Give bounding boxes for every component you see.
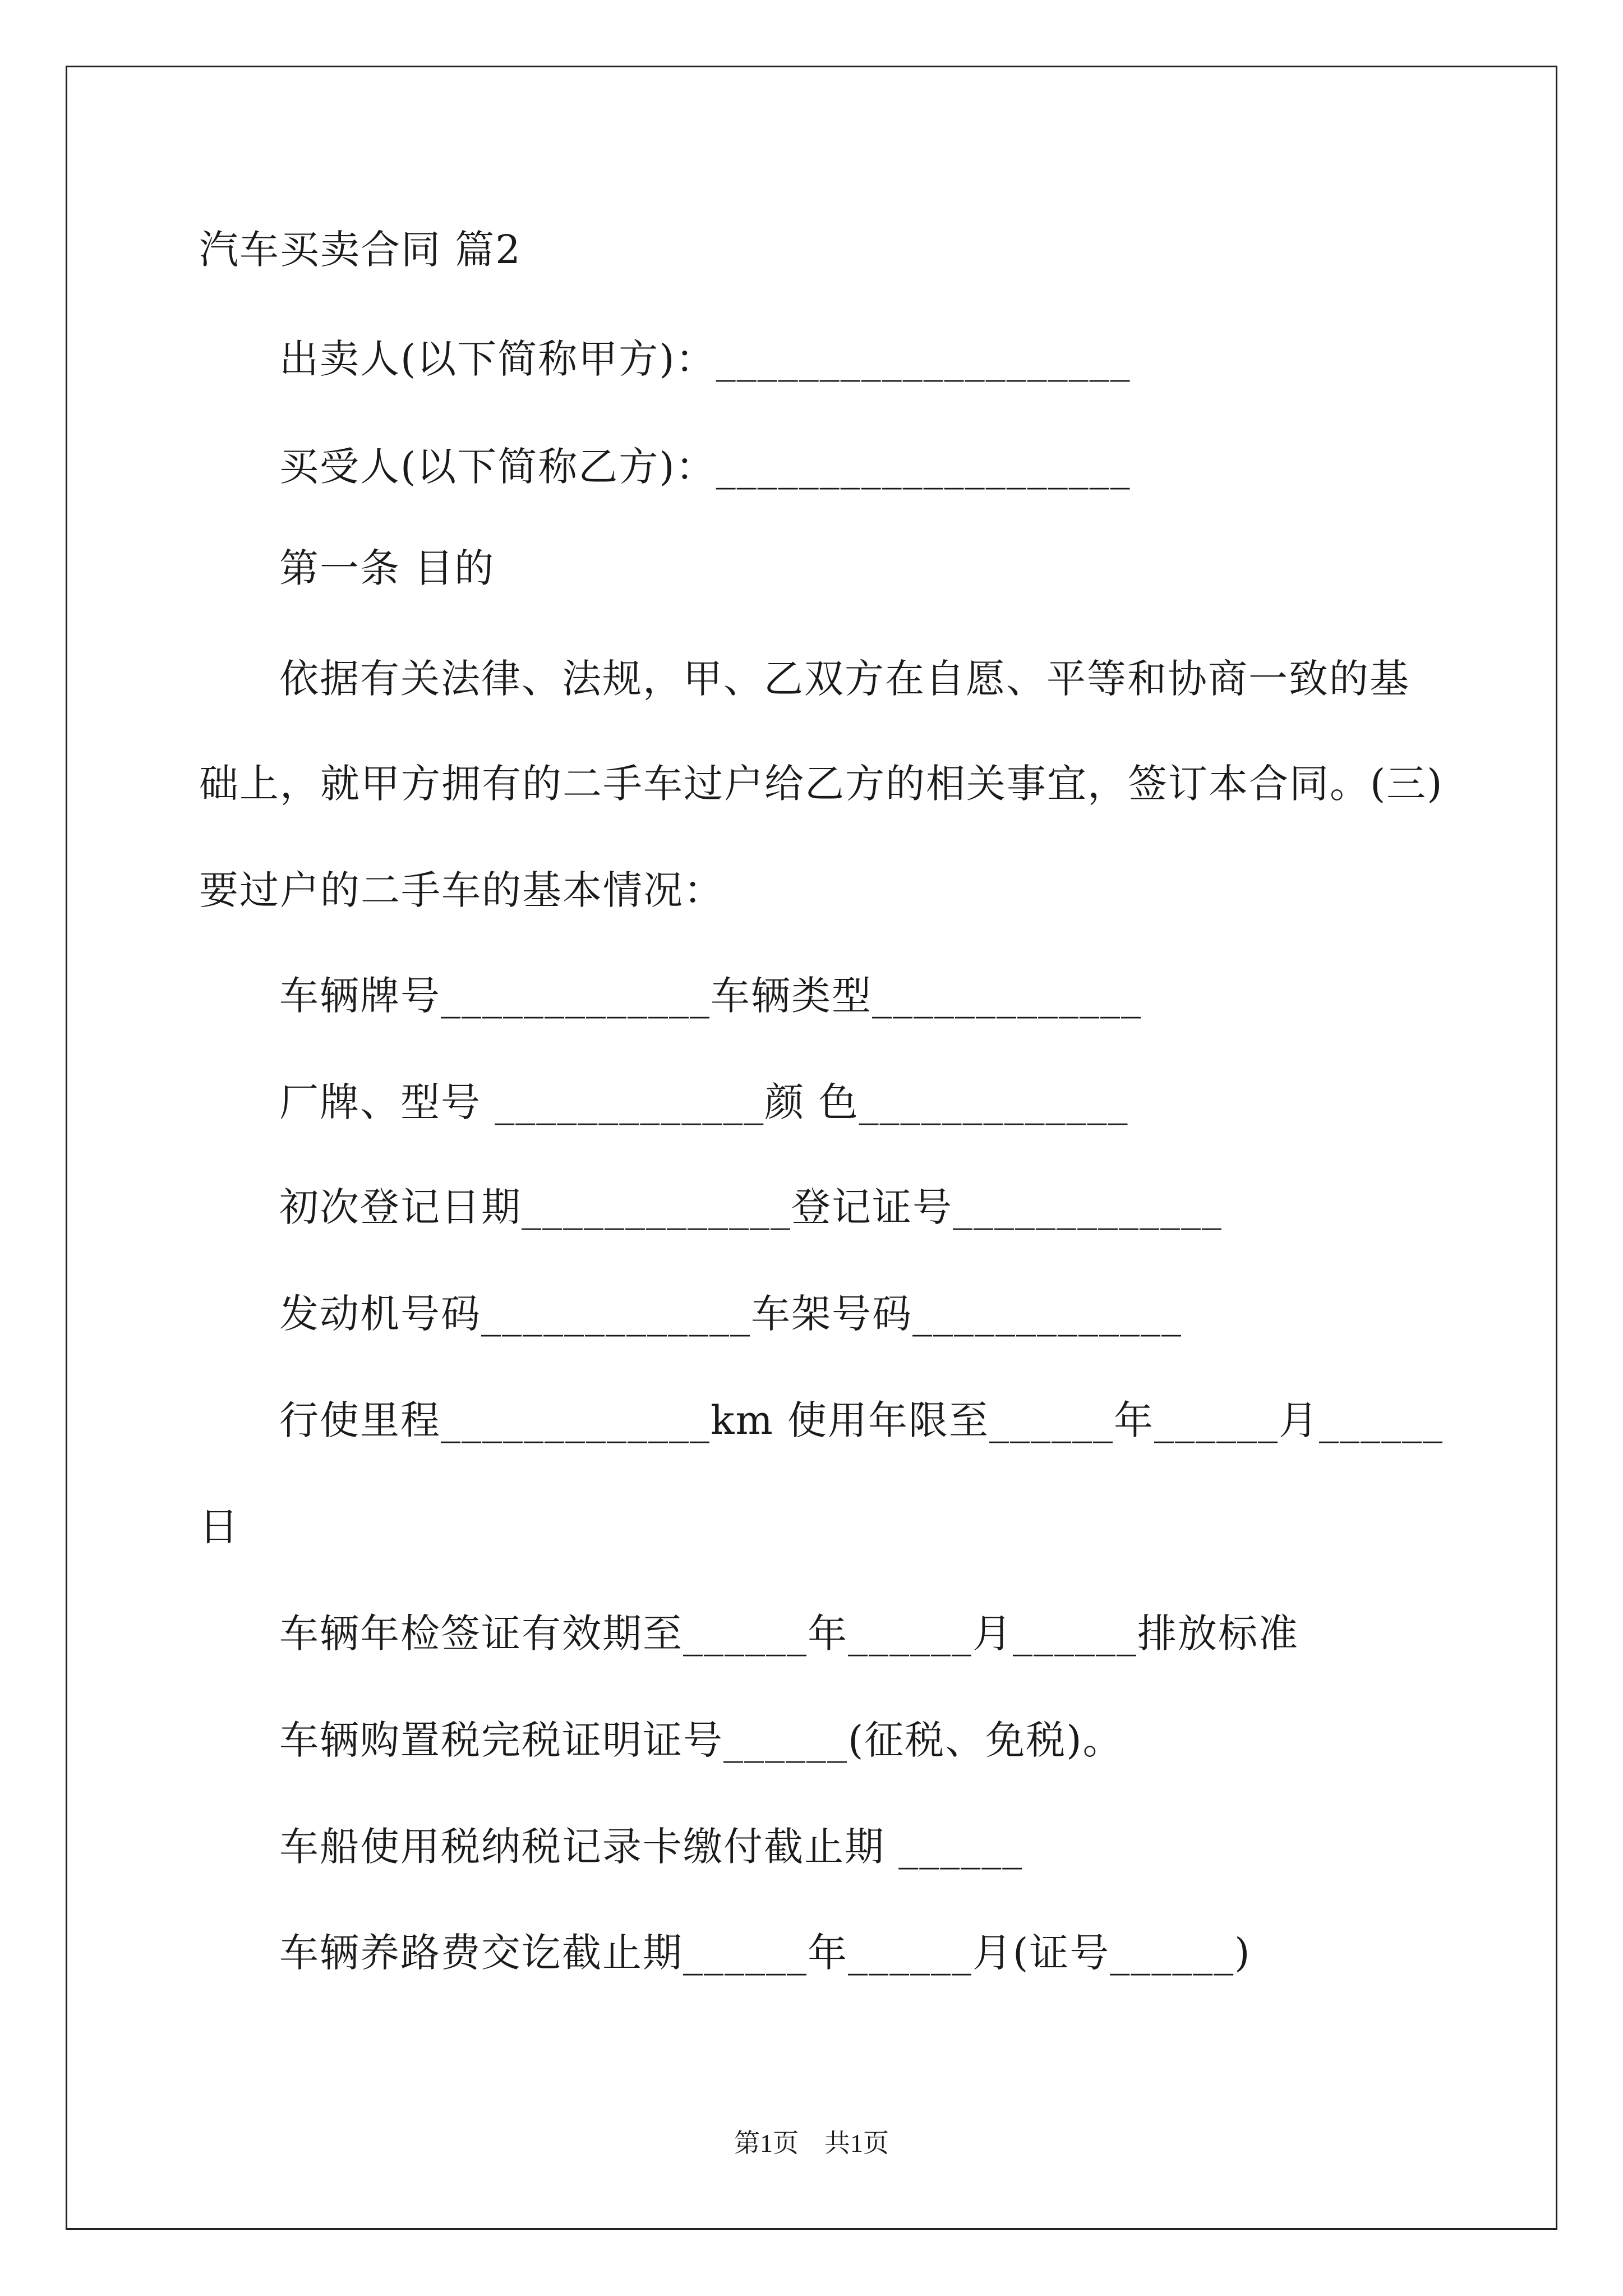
- buyer-line: 买受人(以下简称乙方)：____________________: [279, 444, 1131, 490]
- inspection-line: 车辆年检签证有效期至______年______月______排放标准: [279, 1611, 1299, 1657]
- brand-and-color-line: 厂牌、型号 _____________颜 色_____________: [279, 1079, 1129, 1125]
- engine-and-frame-line: 发动机号码_____________车架号码_____________: [279, 1291, 1182, 1337]
- article-1-title: 第一条 目的: [279, 545, 495, 591]
- page-footer: 第1页 共1页: [734, 2129, 889, 2157]
- purchase-tax-line: 车辆购置税完税证明证号______(征税、免税)。: [279, 1717, 1123, 1763]
- plate-and-type-line: 车辆牌号_____________车辆类型_____________: [279, 973, 1142, 1019]
- purpose-paragraph-line-3: 要过户的二手车的基本情况：: [199, 867, 724, 913]
- purpose-paragraph-line-2: 础上，就甲方拥有的二手车过户给乙方的相关事宜，签订本合同。(三): [199, 761, 1444, 807]
- document-heading: 汽车买卖合同 篇2: [199, 227, 522, 273]
- road-fee-line: 车辆养路费交讫截止期______年______月(证号______): [279, 1930, 1251, 1976]
- registration-line: 初次登记日期_____________登记证号_____________: [279, 1184, 1223, 1230]
- page-border: [66, 66, 1557, 2230]
- purpose-paragraph-line-1: 依据有关法律、法规，甲、乙双方在自愿、平等和协商一致的基: [279, 656, 1410, 702]
- mileage-day-line: 日: [199, 1504, 239, 1550]
- seller-line: 出卖人(以下简称甲方)：____________________: [279, 336, 1131, 382]
- vessel-tax-line: 车船使用税纳税记录卡缴付截止期 ______: [279, 1824, 1023, 1870]
- mileage-line: 行使里程_____________km 使用年限至______年______月______: [279, 1397, 1444, 1443]
